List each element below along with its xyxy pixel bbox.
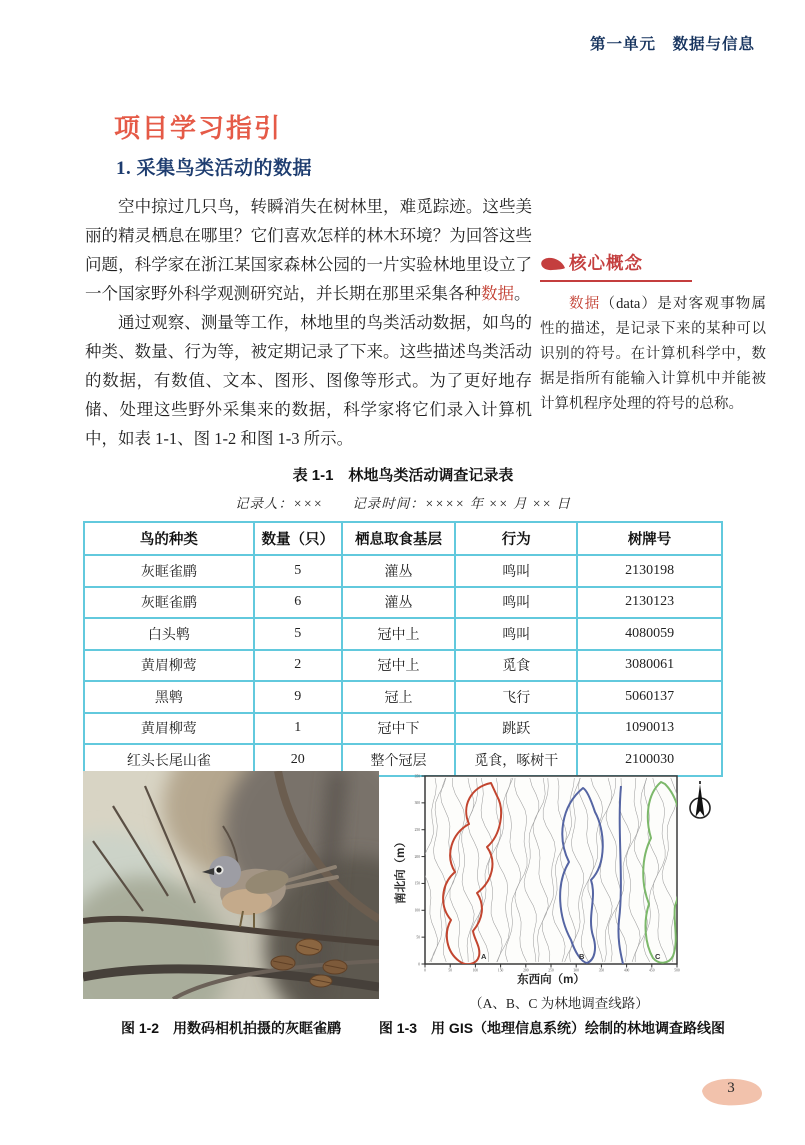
paragraph-1 bbox=[85, 192, 532, 308]
svg-text:350: 350 bbox=[414, 774, 420, 779]
table-cell: 5060137 bbox=[577, 681, 722, 713]
bird-survey-table bbox=[83, 521, 723, 777]
table-title: 表 1-1 林地鸟类活动调查记录表 bbox=[292, 467, 514, 484]
figure-1-2-photo bbox=[83, 771, 379, 999]
table-meta: 记录人：××× 记录时间：×××× 年 ×× 月 ×× 日 bbox=[234, 496, 572, 511]
table-cell: 觅食，啄树干 bbox=[455, 744, 577, 776]
table-header-cell: 树牌号 bbox=[577, 522, 722, 555]
svg-text:150: 150 bbox=[497, 968, 504, 973]
table-cell: 1 bbox=[254, 713, 342, 745]
table-cell: 2130198 bbox=[577, 555, 722, 587]
table-cell: 鸣叫 bbox=[455, 587, 577, 619]
term-data: 数据 bbox=[569, 296, 601, 312]
table-cell: 鸣叫 bbox=[455, 618, 577, 650]
table-cell: 冠中上 bbox=[342, 618, 456, 650]
core-concept-title: 核心概念 bbox=[569, 253, 643, 273]
core-concept-definition: （data）是对客观事物属性的描述，是记录下来的某种可以识别的符号。在计算机科学中，数据是指所有能输入计算机中并能被计算机程序处理的符号的总称。 bbox=[540, 296, 767, 412]
svg-text:300: 300 bbox=[414, 801, 420, 806]
svg-text:350: 350 bbox=[598, 968, 605, 973]
table-1-1-section bbox=[83, 464, 723, 777]
svg-text:300: 300 bbox=[573, 968, 579, 973]
table-cell: 2130123 bbox=[577, 587, 722, 619]
table-cell: 5 bbox=[254, 555, 342, 587]
table-row bbox=[84, 650, 722, 682]
core-concept-box bbox=[540, 250, 766, 417]
table-row bbox=[84, 555, 722, 587]
y-axis-ticks bbox=[415, 774, 425, 966]
svg-text:0: 0 bbox=[418, 962, 420, 967]
route-a-label: A bbox=[481, 952, 487, 961]
svg-text:0: 0 bbox=[424, 968, 426, 973]
table-cell: 红头长尾山雀 bbox=[84, 744, 254, 776]
bird-photo-illustration bbox=[83, 771, 379, 999]
paragraph-1-end: 。 bbox=[514, 284, 531, 304]
svg-text:250: 250 bbox=[548, 968, 554, 973]
svg-text:400: 400 bbox=[623, 968, 630, 973]
x-axis-ticks bbox=[424, 964, 680, 973]
table-header-cell: 栖息取食基层 bbox=[342, 522, 456, 555]
table-cell: 灌丛 bbox=[342, 587, 456, 619]
running-header: 第一单元 数据与信息 bbox=[589, 36, 755, 53]
table-cell: 2100030 bbox=[577, 744, 722, 776]
table-cell: 觅食 bbox=[455, 650, 577, 682]
core-concept-header bbox=[540, 250, 692, 282]
section-title: 1. 采集鸟类活动的数据 bbox=[116, 158, 313, 179]
figure-1-3-caption: 图 1-3 用 GIS（地理信息系统）绘制的林地调查路线图 bbox=[378, 1020, 726, 1036]
svg-text:50: 50 bbox=[448, 968, 452, 973]
paragraph-2: 通过观察、测量等工作，林地里的鸟类活动数据，如鸟的种类、数量、行为等，被定期记录了下来。这些描述鸟类活动的数据，有数值、文本、图形、图像等形式。为了更好地存储、处理这些野外采集来的数据，科学家将它们录入计算机中，如表 1-1、图 1-2 和图 1-3 所示。 bbox=[85, 313, 532, 449]
table-cell: 灰眶雀鹛 bbox=[84, 555, 254, 587]
figure-1-3-map bbox=[393, 770, 725, 990]
core-concept-text bbox=[540, 292, 766, 417]
table-cell: 冠上 bbox=[342, 681, 456, 713]
table-cell: 整个冠层 bbox=[342, 744, 456, 776]
paragraph-1-text: 空中掠过几只鸟，转瞬消失在树林里，难觅踪迹。这些美丽的精灵栖息在哪里？它们喜欢怎样的林木环境？为回答这些问题，科学家在浙江某国家森林公园的一片实验林地里设立了一个国家野外科学观测研究站，并长期在那里采集各种 bbox=[85, 197, 532, 304]
table-cell: 6 bbox=[254, 587, 342, 619]
table-row bbox=[84, 713, 722, 745]
table-row bbox=[84, 587, 722, 619]
table-cell: 5 bbox=[254, 618, 342, 650]
term-data-highlight: 数据 bbox=[481, 284, 514, 304]
table-cell: 3080061 bbox=[577, 650, 722, 682]
table-cell: 跳跃 bbox=[455, 713, 577, 745]
y-axis-label: 南北向（m） bbox=[395, 836, 407, 904]
main-text-column bbox=[85, 192, 532, 453]
svg-text:100: 100 bbox=[472, 968, 479, 973]
svg-text:150: 150 bbox=[414, 881, 420, 886]
figure-1-2-caption: 图 1-2 用数码相机拍摄的灰眶雀鹛 bbox=[120, 1020, 342, 1036]
table-header-cell: 数量（只） bbox=[254, 522, 342, 555]
figure-1-3-note: （A、B、C 为林地调查线路） bbox=[469, 996, 649, 1011]
table-cell: 4080059 bbox=[577, 618, 722, 650]
table-cell: 冠中下 bbox=[342, 713, 456, 745]
table-header-cell: 鸟的种类 bbox=[84, 522, 254, 555]
page-number: 3 bbox=[727, 1080, 735, 1096]
svg-text:200: 200 bbox=[414, 854, 420, 859]
svg-text:250: 250 bbox=[414, 828, 420, 833]
svg-text:500: 500 bbox=[674, 968, 680, 973]
page-number-badge bbox=[697, 1076, 765, 1108]
route-c-label: C bbox=[655, 952, 661, 961]
table-cell: 鸣叫 bbox=[455, 555, 577, 587]
table-cell: 2 bbox=[254, 650, 342, 682]
north-arrow-icon bbox=[690, 781, 710, 818]
svg-text:50: 50 bbox=[416, 935, 420, 940]
table-header-cell: 行为 bbox=[455, 522, 577, 555]
table-row bbox=[84, 681, 722, 713]
table-cell: 灌丛 bbox=[342, 555, 456, 587]
page-title: 项目学习指引 bbox=[114, 113, 283, 143]
table-cell: 1090013 bbox=[577, 713, 722, 745]
table-row bbox=[84, 618, 722, 650]
table-cell: 20 bbox=[254, 744, 342, 776]
table-cell: 黄眉柳莺 bbox=[84, 650, 254, 682]
leaf-drop-icon bbox=[540, 254, 566, 271]
table-cell: 冠中上 bbox=[342, 650, 456, 682]
table-cell: 黄眉柳莺 bbox=[84, 713, 254, 745]
gis-map bbox=[393, 770, 725, 990]
route-b-label: B bbox=[579, 952, 585, 961]
table-cell: 黑鹎 bbox=[84, 681, 254, 713]
x-axis-label: 东西向（m） bbox=[517, 974, 585, 986]
svg-text:200: 200 bbox=[523, 968, 529, 973]
svg-text:450: 450 bbox=[649, 968, 655, 973]
table-cell: 白头鹎 bbox=[84, 618, 254, 650]
table-header-row bbox=[84, 522, 722, 555]
table-cell: 灰眶雀鹛 bbox=[84, 587, 254, 619]
table-cell: 飞行 bbox=[455, 681, 577, 713]
table-cell: 9 bbox=[254, 681, 342, 713]
svg-text:100: 100 bbox=[414, 908, 420, 913]
